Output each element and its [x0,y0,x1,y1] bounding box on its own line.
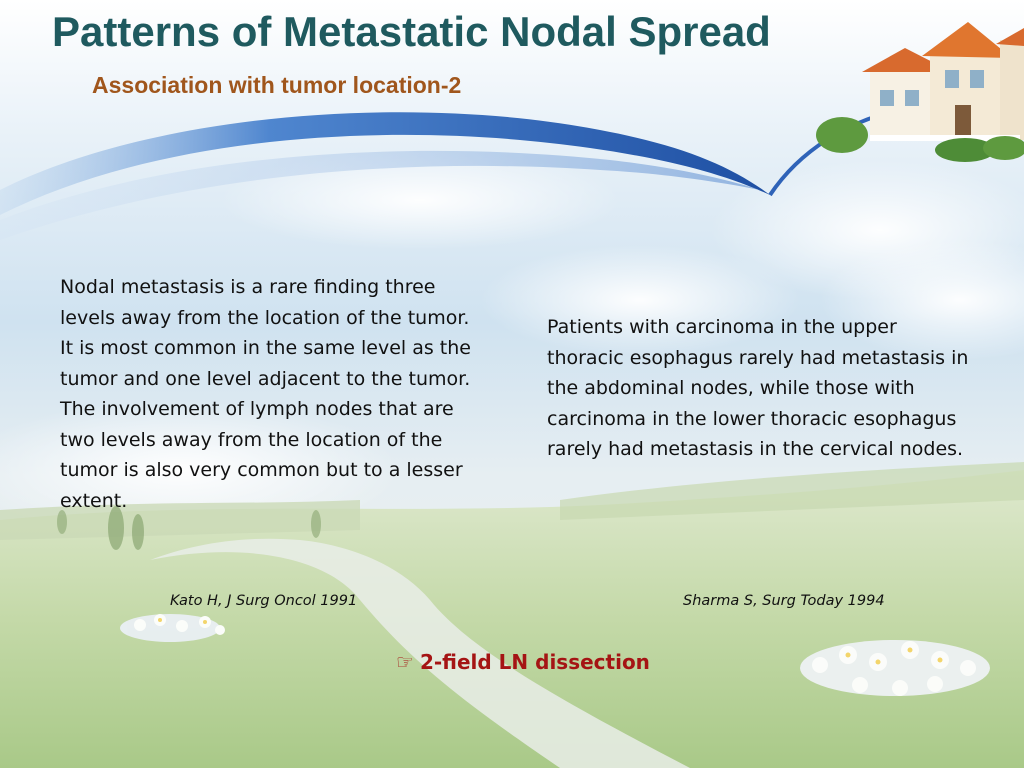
right-citation: Sharma S, Surg Today 1994 [683,593,885,609]
left-paragraph: Nodal metastasis is a rare finding three levels away from the location of the tumor. It is most common in the same level as the tumor and one level adjacent to the tumor. The involvement of lymph nodes that are two levels away from the location of the tumor is also very common but to a lesser extent. [60,276,471,512]
left-citation: Kato H, J Surg Oncol 1991 [170,593,358,609]
pointing-hand-icon: ☞ [396,650,414,674]
conclusion-text: 2-field LN dissection [419,650,650,674]
right-paragraph: Patients with carcinoma in the upper thoracic esophagus rarely had metastasis in the abdominal nodes, while those with carcinoma in the lower thoracic esophagus rarely had metastasis in the cervical nodes. [547,316,969,460]
conclusion-line [396,650,650,674]
slide-subtitle: Association with tumor location-2 [92,72,462,98]
slide-title: Patterns of Metastatic Nodal Spread [52,8,771,55]
